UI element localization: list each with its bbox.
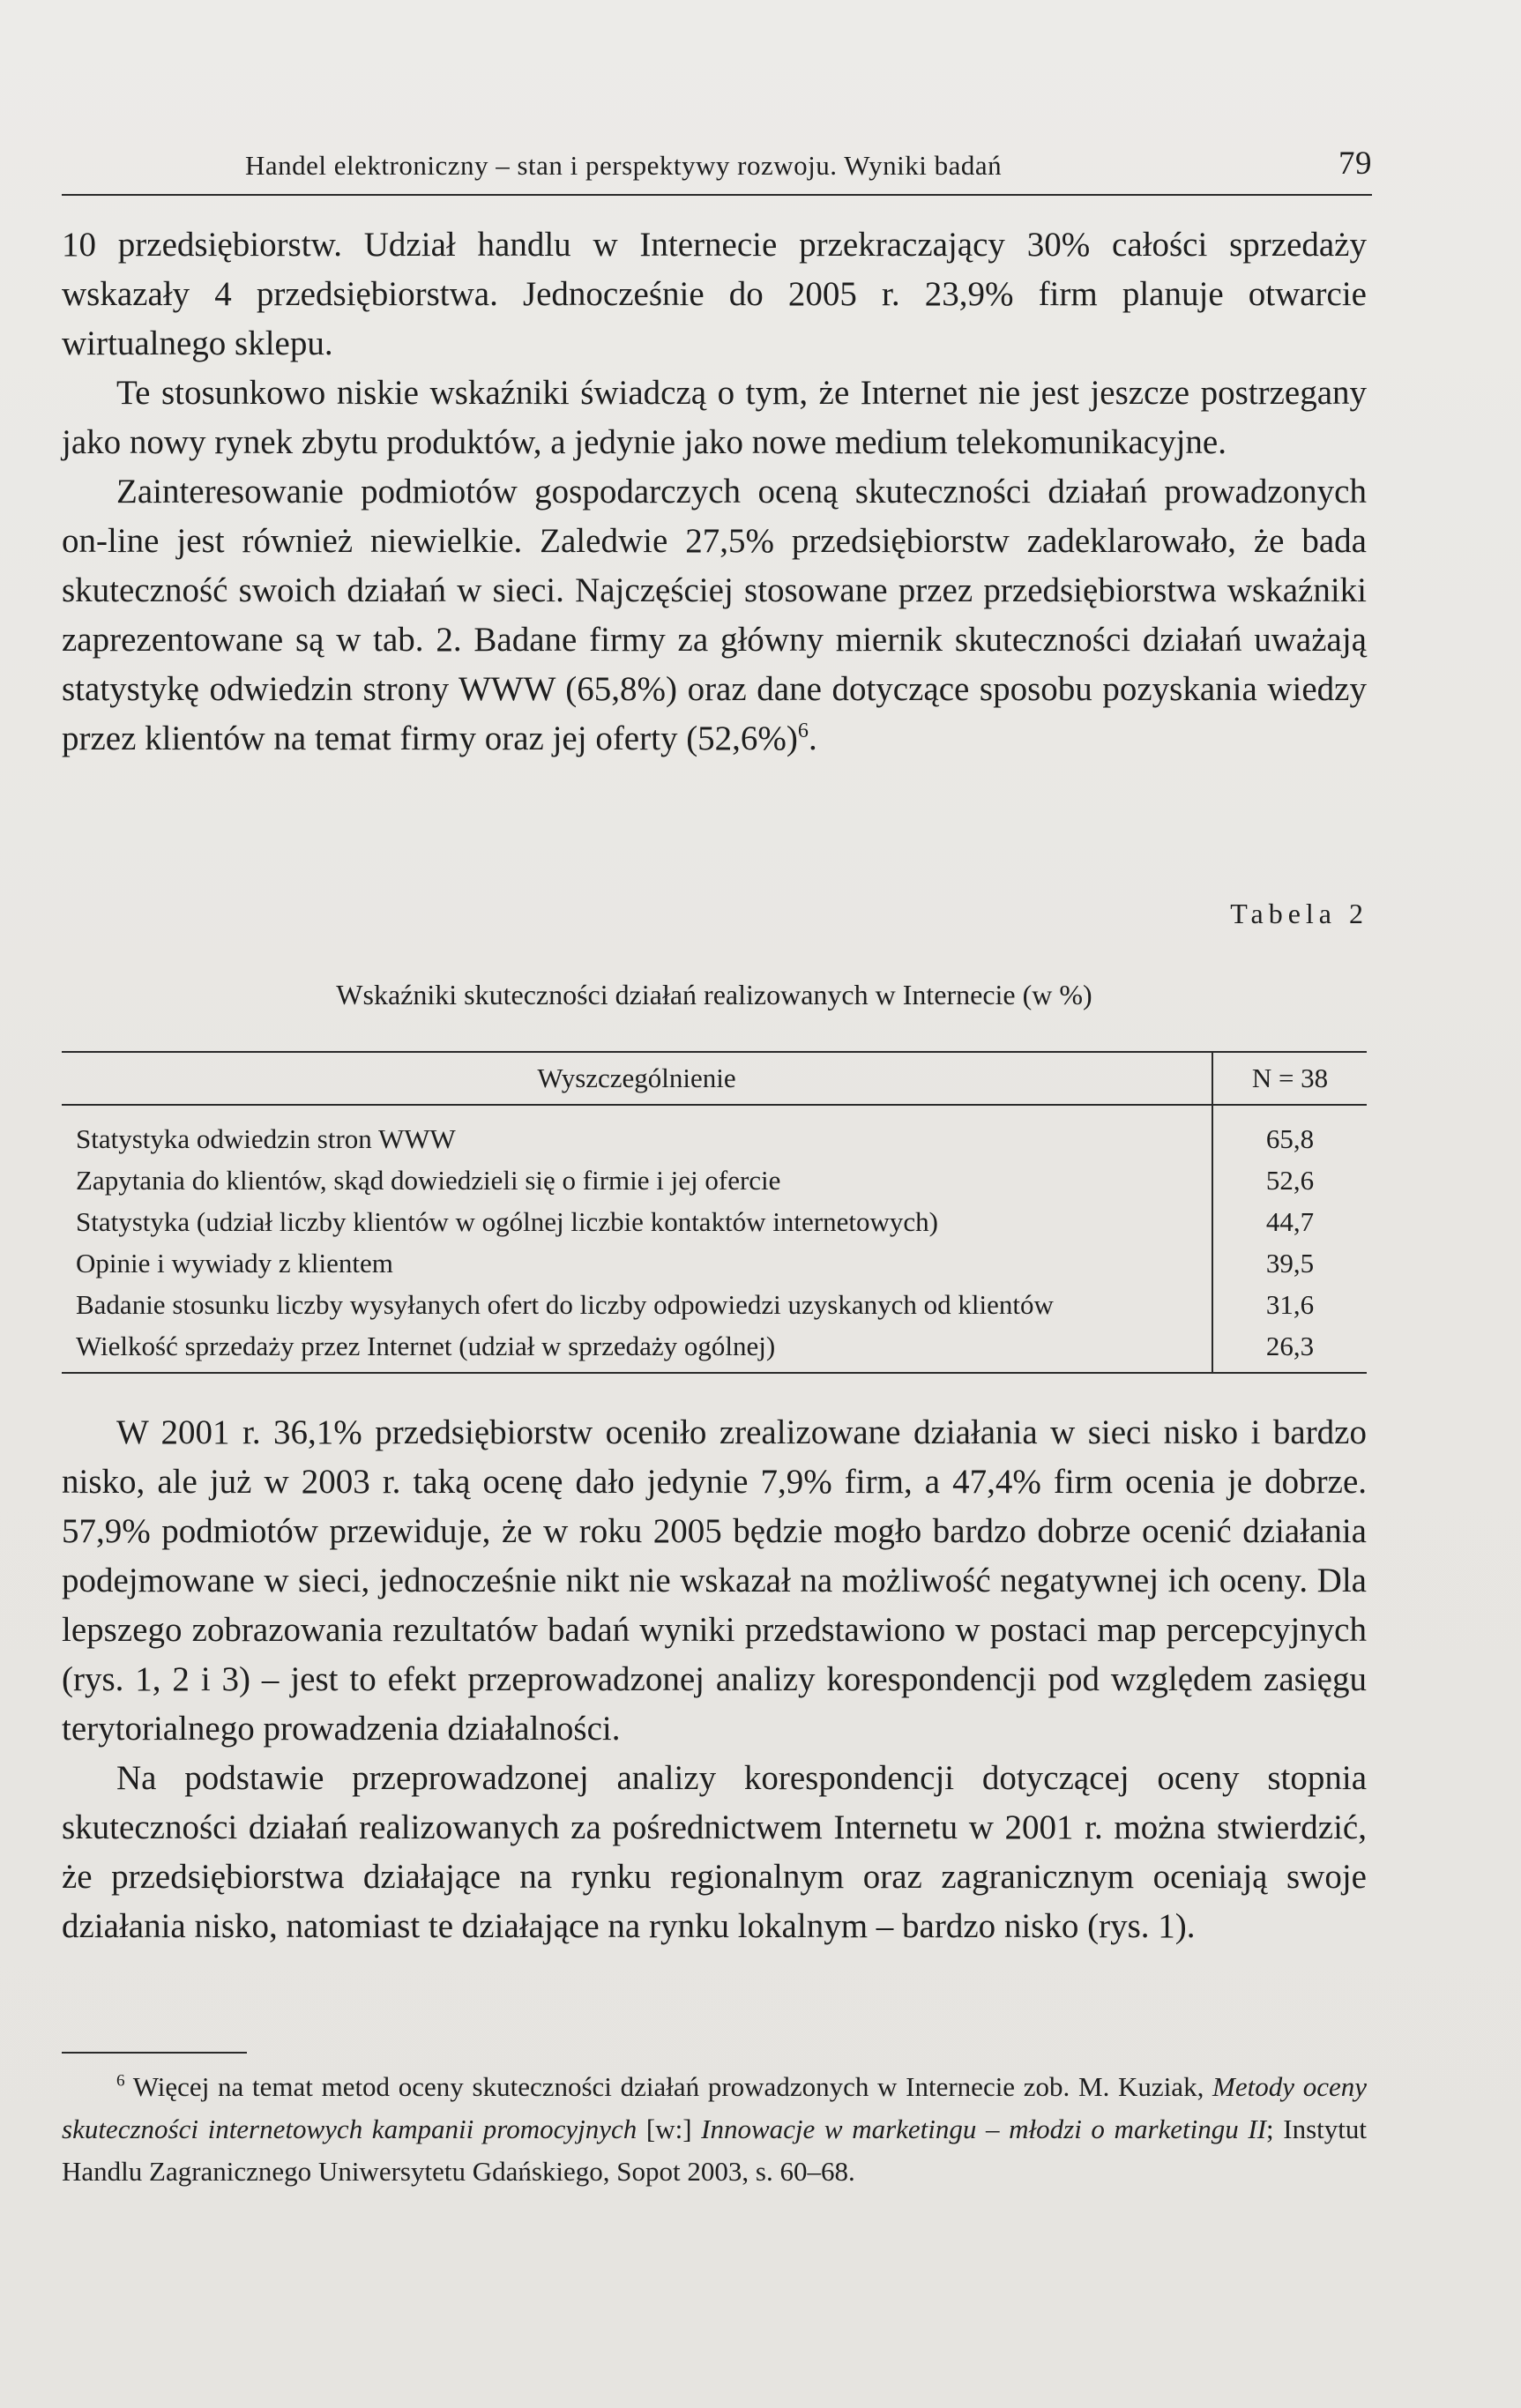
table-title: Wskaźniki skuteczności działań realizowanych w Internecie (w %) (336, 979, 1092, 1010)
footnote-text-3: ; Instytut Handlu Zagranicznego Uniwersytetu Gdańskiego, Sopot 2003, s. 60–68. (62, 2114, 1367, 2187)
footnote-text-1: Więcej na temat metod oceny skuteczności działań prowadzonych w Internecie zob. M. Kuziak, (132, 2071, 1213, 2102)
row-name: Badanie stosunku liczby wysyłanych ofert do liczby odpowiedzi uzyskanych od klientów (62, 1284, 1212, 1325)
table-row (62, 1201, 1367, 1242)
footnote-reference: 6 (797, 719, 809, 742)
running-title: Handel elektroniczny – stan i perspektywy rozwoju. Wyniki badań (245, 150, 1003, 181)
footnote-rule (62, 2052, 247, 2054)
row-value: 39,5 (1265, 1247, 1315, 1279)
row-name: Opinie i wywiady z klientem (62, 1242, 1212, 1284)
paragraph-3-end: . (809, 719, 817, 757)
column-header-item: Wyszczególnienie (62, 1052, 1212, 1105)
table-label: Tabela 2 (1230, 898, 1368, 929)
after-table-text-block (62, 1408, 1367, 1951)
table-row (62, 1325, 1367, 1373)
row-name: Statystyka (udział liczby klientów w ogólnej liczbie kontaktów internetowych) (62, 1201, 1212, 1242)
row-value: 31,6 (1265, 1288, 1315, 1320)
table-row (62, 1284, 1367, 1325)
row-name: Wielkość sprzedaży przez Internet (udział w sprzedaży ogólnej) (62, 1325, 1212, 1373)
table-header-row (62, 1052, 1367, 1105)
footnote-text-2: [w:] (637, 2114, 702, 2144)
table-row (62, 1242, 1367, 1284)
paragraph-4: W 2001 r. 36,1% przedsiębiorstw oceniło zrealizowane działania w sieci nisko i bardzo nisko, ale już w 2003 r. taką ocenę dało jedynie 7,9% firm, a 47,4% firm ocenia je dobrze. 57,9% podmiotów przewiduje, że w roku 2005 będzie mogło bardzo dobrze ocenić działania podejmowane w sieci, jednocześnie nikt nie wskazał na możliwość negatywnej ich oceny. Dla lepszego zobrazowania rezultatów badań wyniki przedstawiono w postaci map percepcyjnych (rys. 1, 2 i 3) – jest to efekt przeprowadzonej analizy korespondencji pod względem zasięgu terytorialnego prowadzenia działalności. (62, 1413, 1367, 1748)
row-value: 65,8 (1265, 1122, 1315, 1154)
row-name: Zapytania do klientów, skąd dowiedzieli się o firmie i jej ofercie (62, 1159, 1212, 1201)
paragraph-2: Te stosunkowo niskie wskaźniki świadczą o tym, że Internet nie jest jeszcze postrzegany jako nowy rynek zbytu produktów, a jedynie jako nowe medium telekomunikacyjne. (62, 374, 1367, 461)
paragraph-1: 10 przedsiębiorstw. Udział handlu w Internecie przekraczający 30% całości sprzedaży wskazały 4 przedsiębiorstwa. Jednocześnie do 2005 r. 23,9% firm planuje otwarcie wirtualnego sklepu. (62, 226, 1367, 362)
footnote-title-1: Metody oceny skuteczności internetowych kampanii promocyjnych (62, 2071, 1367, 2144)
intro-text-block (62, 220, 1367, 764)
footnote-mark: 6 (116, 2071, 125, 2091)
footnote-title-2: Innowacje w marketingu – młodzi o marketingu II (701, 2114, 1267, 2144)
indicators-table (62, 1051, 1367, 1374)
paragraph-3-text: Zainteresowanie podmiotów gospodarczych oceną skuteczności działań prowadzonych on-line jest również niewielkie. Zaledwie 27,5% przedsiębiorstw zadeklarowało, że bada skuteczność swoich działań w sieci. Najczęściej stosowane przez przedsiębiorstwa wskaźniki zaprezentowane są w tab. 2. Badane firmy za główny miernik skuteczności działań uważają statystykę odwiedzin strony WWW (65,8%) oraz dane dotyczące sposobu pozyskania wiedzy przez klientów na temat firmy oraz jej oferty (52,6%) (62, 473, 1367, 757)
header-rule (62, 194, 1372, 196)
table-row (62, 1159, 1367, 1201)
row-value: 26,3 (1212, 1325, 1367, 1373)
paragraph-5: Na podstawie przeprowadzonej analizy korespondencji dotyczącej oceny stopnia skuteczności działań realizowanych za pośrednictwem Internetu w 2001 r. można stwierdzić, że przedsiębiorstwa działające na rynku regionalnym oraz zagranicznym oceniają swoje działania nisko, natomiast te działające na rynku lokalnym – bardzo nisko (rys. 1). (62, 1759, 1367, 1945)
row-value: 52,6 (1265, 1164, 1315, 1196)
column-header-n: N = 38 (1212, 1052, 1367, 1105)
paragraph-3 (62, 467, 1367, 764)
row-name: Statystyka odwiedzin stron WWW (62, 1105, 1212, 1159)
row-value: 44,7 (1265, 1205, 1315, 1237)
table-row (62, 1105, 1367, 1159)
page-number: 79 (1338, 145, 1372, 182)
footnote (62, 2066, 1367, 2193)
